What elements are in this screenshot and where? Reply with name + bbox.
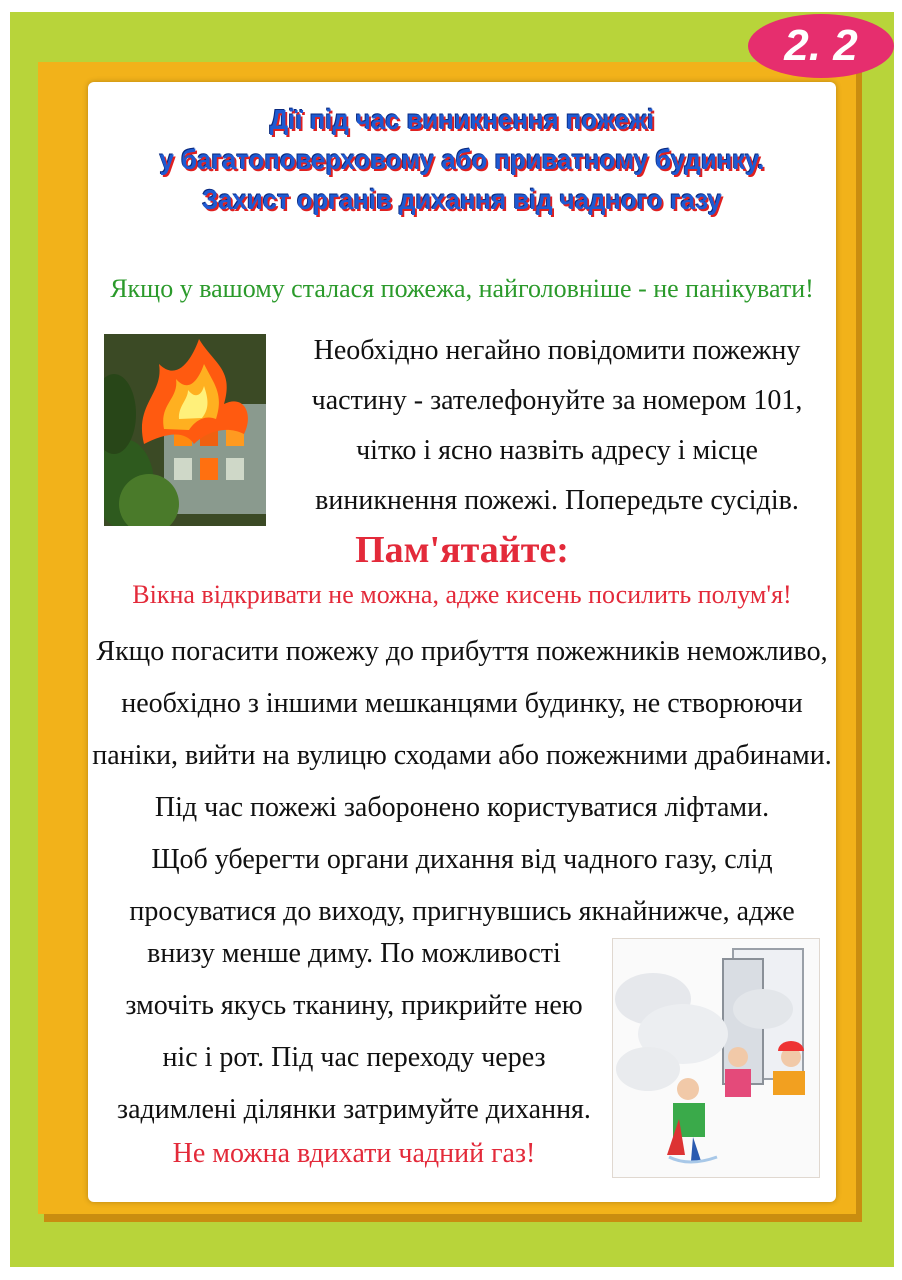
paragraph2-line-2: необхідно з іншими мешканцями будинку, не створюючи <box>121 688 803 719</box>
paragraph3-line-1: внизу менше диму. По можливості <box>147 938 561 969</box>
paragraph1-line-3: чітко і ясно назвіть адресу і місце <box>356 435 758 466</box>
title-line-3: Захист органів дихання від чадного газу <box>202 184 722 215</box>
carbon-monoxide-warning: Не можна вдихати чадний газ! <box>172 1138 536 1169</box>
subtitle: Якщо у вашому сталася пожежа, найголовніше - не панікувати! <box>110 274 814 303</box>
paragraph3-line-2: змочіть якусь тканину, прикрийте нею <box>125 990 583 1021</box>
page-number: 2. 2 <box>784 21 858 70</box>
paragraph1-line-4: виникнення пожежі. Попередьте сусідів. <box>315 485 799 516</box>
paragraph2-line-1: Якщо погасити пожежу до прибуття пожежників неможливо, <box>96 636 828 667</box>
windows-warning: Вікна відкривати не можна, адже кисень посилить полум'я! <box>132 580 792 609</box>
paragraph1-line-2: частину - зателефонуйте за номером 101, <box>311 385 803 416</box>
paragraph2-line-4: Під час пожежі заборонено користуватися ліфтами. <box>154 792 770 823</box>
fire-photo <box>104 334 266 526</box>
children-escaping-smoke-image <box>613 939 819 1177</box>
title-line-2: у багатоповерховому або приватному будинку. <box>159 144 765 175</box>
paragraph2-line-5: Щоб уберегти органи дихання від чадного газу, слід <box>151 844 773 875</box>
title-line-1: Дії під час виникнення пожежі <box>269 104 655 135</box>
paragraph-breathing-protection <box>94 928 614 1136</box>
paragraph1-line-1: Необхідно негайно повідомити пожежну <box>313 335 801 366</box>
paragraph2-line-3: паніки, вийти на вулицю сходами або пожежними драбинами. <box>92 740 832 771</box>
paragraph-evacuation <box>88 626 836 938</box>
page-title <box>118 100 806 220</box>
paragraph-call-fire-service <box>282 326 832 526</box>
paragraph3-line-4: задимлені ділянки затримуйте дихання. <box>117 1094 591 1125</box>
burning-building-image <box>104 334 266 526</box>
page-number-badge <box>748 14 894 78</box>
kids-illustration <box>612 938 820 1178</box>
paragraph3-line-3: ніс і рот. Під час переходу через <box>162 1042 546 1073</box>
paragraph2-line-6: просуватися до виходу, пригнувшись якнайнижче, адже <box>129 896 795 927</box>
remember-heading: Пам'ятайте: <box>355 529 569 571</box>
